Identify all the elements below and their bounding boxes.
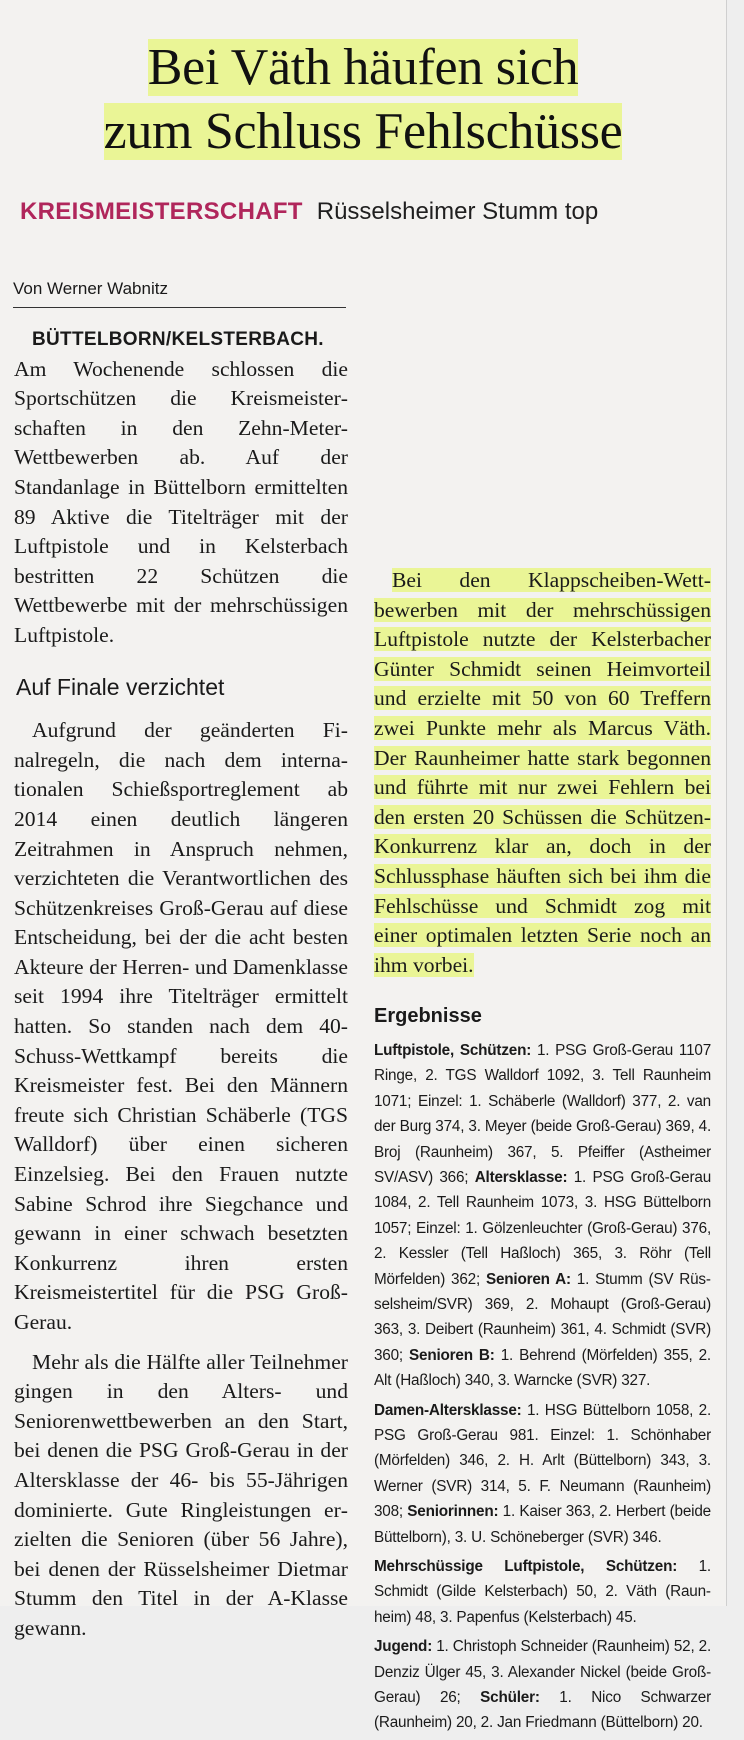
kicker [20,198,598,226]
article-column-right [374,268,711,1740]
article-column-left [14,324,348,1644]
results-block-air-pistol: Luftpistole, Schützen: 1. PSG Groß-Gerau 1107 Ringe, 2. TGS Walldorf 1092, 3. Tell Raunheim 1071; Einzel: 1. Schäberle (Walldorf) 377, 2. van der Burg 374, 3. Meyer (beide Groß-Gerau) 369, 4. Broj (Raunheim) 367, 5. Pfeiffer (Astheimer SV/ASV) 366; Altersklasse: 1. PSG Groß-Gerau 1084, 2. Tell Raunheim 1073, 3. HSG Büttelborn 1057; Einzel: 1. Gölzenleuchter (Groß-Gerau) 376, 2. Kessler (Tell Haßloch) 365, 3. Röhr (Tell Mörfelden) 362; Senioren A: 1. Stumm (SV Rüsselsheim/SVR) 369, 2. Mohaupt (Groß-Gerau) 363, 3. Deibert (Raunheim) 361, 4. Schmidt (SVR) 360; Senioren B: 1. Behrend (Mörfelden) 355, 2. Alt (Haßloch) 340, 3. Warncke (SVR) 327. [374,1041,712,1390]
results-list [374,1038,711,1736]
article-subhead: Auf Finale verzichtet [16,673,225,700]
article-paragraph-4: Bei den Klappscheiben-Wettbewerben mit der mehrschüssigen Luftpistole nutzte der Kelsterbacher Günter Schmidt seinen Heimvorteil und erzielte mit 50 von 60 Treffern zwei Punkte mehr als Marcus Väth. Der Raunheimer hatte stark begonnen und führte mit nur zwei Fehlern bei den ersten 20 Schüssen die Schützen-Konkurrenz klar an, doch in der Schlussphase häuften sich bei ihm die Fehlschüsse und Schmidt zog mit einer optimalen letzten Serie noch an ihm vorbei. [374,568,711,977]
article-paragraph-2: Aufgrund der geänderten Finalregeln, die nach dem internationalen Schießsportreglement ab 2014 einen deutlich längeren Zeitrahmen in Anspruch nehmen, verzichteten die Verantwortlichen des Schützenkreises Groß-Gerau auf diese Entscheidung, bei der die acht besten Akteure der Herren- und Damenklasse seit 1994 ihre Titelträger ermittelt hatten. So standen nach dem 40-Schuss-Wettkampf bereits die Kreismeister fest. Bei den Männern freute sich Christian Schäberle (TGS Walldorf) über einen sicheren Einzelsieg. Bei den Frauen nutzte Sabine Schrod ihre Siegchance und gewann in einer schwach besetzten Konkurrenz ihren ersten Kreismeistertitel für die PSG Groß-Gerau. [14,718,348,1334]
article-paragraph-3: Mehr als die Hälfte aller Teilnehmer gingen in den Alters- und Seniorenwettbewerben an den Start, bei denen die PSG Groß-Gerau in der Altersklasse der 46- bis 55-Jährigen dominierte. Gute Ringleistungen erzielten die Senioren (über 56 Jahre), bei denen der Rüsselsheimer Dietmar Stumm den Titel in der A-Klasse gewann. [14,1349,348,1640]
headline-line-1: Bei Väth häufen sich [147,39,579,96]
results-block-multishot: Mehrschüssige Luftpistole, Schützen: 1. Schmidt (Gilde Kelsterbach) 50, 2. Väth (Raunheim) 48, 3. Papenfus (Kelsterbach) 45. [374,1558,711,1626]
results-heading: Ergebnisse [374,1005,482,1028]
results-block-youth: Jugend: 1. Christoph Schneider (Raunheim) 52, 2. Denziz Ülger 45, 3. Alexander Nickel (beide Groß-Gerau) 26; Schüler: 1. Nico Schwarzer (Raunheim) 20, 2. Jan Friedmann (Büttelborn) 20. [374,1638,711,1732]
kicker-topic: KREISMEISTERSCHAFT [20,198,303,225]
article-paragraph-1: BÜTTELBORN/KELSTERBACH. Am Wochenende schlossen die Sportschützen die Kreismeisterschaften in den Zehn-Meter-Wettbewerben ab. Auf der Standanlage in Büttelborn ermittelten 89 Aktive die Titelträger mit der Luftpistole und in Kelsterbach bestritten 22 Schützen die Wettbewerbe mit der mehrschüssigen Luftpistole. [14,329,348,647]
dateline: BÜTTELBORN/KELSTERBACH. [32,329,324,350]
kicker-teaser: Rüsselsheimer Stumm top [316,198,599,225]
headline-line-2: zum Schluss Fehlschüsse [103,103,623,160]
results-block-women: Damen-Altersklasse: 1. HSG Büttelborn 1058, 2. PSG Groß-Gerau 981. Einzel: 1. Schönhaber (Mörfelden) 346, 2. H. Arlt (Büttelborn) 343, 3. Werner (SVR) 314, 5. F. Neumann (Raunheim) 308; Seniorinnen: 1. Kaiser 363, 2. Herbert (beide Büttelborn), 3. U. Schöneberger (SVR) 346. [374,1401,711,1546]
byline: Von Werner Wabnitz [13,279,346,308]
